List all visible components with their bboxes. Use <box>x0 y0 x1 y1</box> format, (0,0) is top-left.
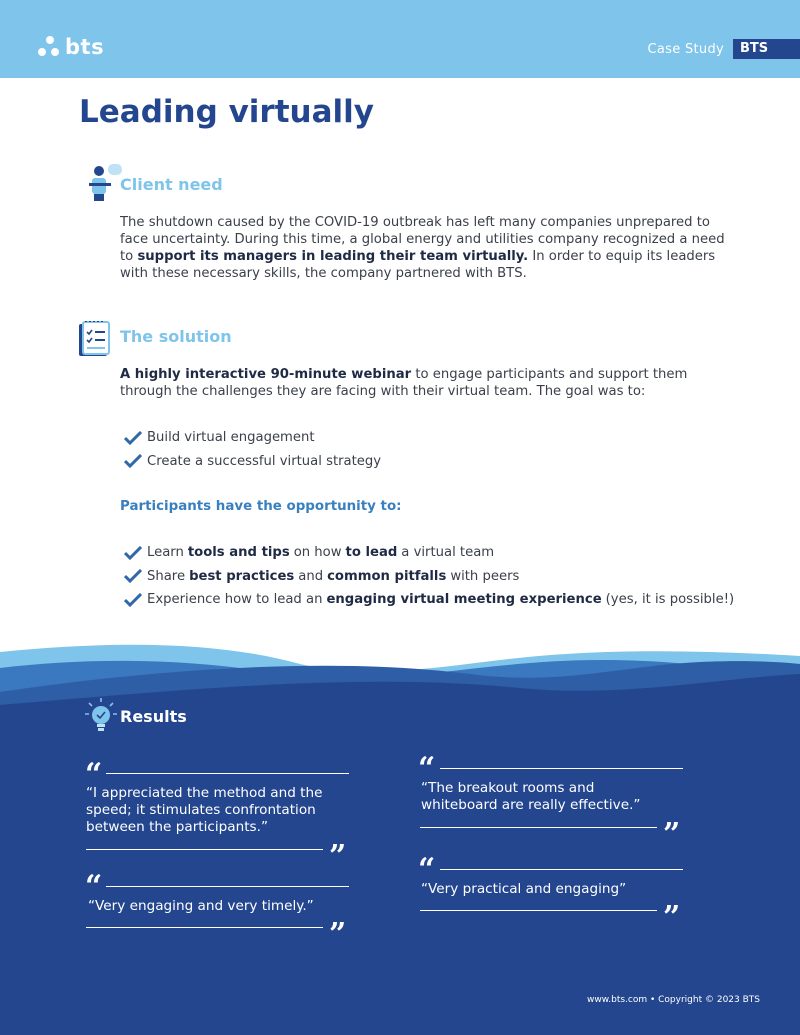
solution-heading: The solution <box>120 327 232 346</box>
close-quote-icon: ” <box>329 917 347 952</box>
quote-text: “I appreciated the method and the speed; it stimulates confrontation between the participants.” <box>86 785 323 835</box>
checklist-icon <box>78 320 114 358</box>
company-badge: BTS <box>733 39 800 59</box>
page-title: Leading virtually <box>79 94 374 130</box>
close-quote-icon: ” <box>329 839 347 874</box>
list-item: Create a successful virtual strategy <box>124 450 381 474</box>
results-heading: Results <box>120 707 187 726</box>
participants-heading: Participants have the opportunity to: <box>120 499 402 514</box>
quote-text: “The breakout rooms and whiteboard are really effective.” <box>421 780 641 813</box>
open-quote-icon: “ <box>85 757 103 792</box>
opportunities-list <box>124 541 734 612</box>
quote-text: “Very engaging and very timely.” <box>88 898 314 914</box>
list-item: Experience how to lead an engaging virtual meeting experience (yes, it is possible!) <box>124 588 734 612</box>
list-item: Learn tools and tips on how to lead a virtual team <box>124 541 734 565</box>
quote-divider <box>440 768 683 769</box>
bts-logo <box>38 36 104 58</box>
logo-dots-icon <box>38 36 62 58</box>
list-item: Build virtual engagement <box>124 426 381 450</box>
open-quote-icon: “ <box>418 751 436 786</box>
client-need-text: The shutdown caused by the COVID-19 outbreak has left many companies unprepared to face uncertainty. During this time, a global energy and utilities company recognized a need to support its managers in leading their team virtually. In order to equip its leaders with these necessary skills, the company partnered with BTS. <box>120 215 725 281</box>
checkmark-icon <box>124 546 142 560</box>
checkmark-icon <box>124 431 142 445</box>
checkmark-icon <box>124 569 142 583</box>
footer-copyright: www.bts.com • Copyright © 2023 BTS <box>586 995 760 1005</box>
open-quote-icon: “ <box>85 869 103 904</box>
case-study-label: Case Study <box>647 42 724 57</box>
quote-divider <box>420 910 657 911</box>
list-item: Share best practices and common pitfalls with peers <box>124 565 734 589</box>
quote-text: “Very practical and engaging” <box>421 881 627 897</box>
client-need-heading: Client need <box>120 175 223 194</box>
quote-divider <box>420 827 657 828</box>
lightbulb-icon <box>84 697 118 733</box>
open-quote-icon: “ <box>418 852 436 887</box>
logo-text: bts <box>65 35 105 59</box>
quote-divider <box>106 773 349 774</box>
checkmark-icon <box>124 454 142 468</box>
quote-divider <box>440 869 683 870</box>
quote-divider <box>106 886 349 887</box>
solution-text: A highly interactive 90-minute webinar to engage participants and support them through the challenges they are facing with their virtual team. The goal was to: <box>120 367 688 399</box>
quote-divider <box>86 927 323 928</box>
close-quote-icon: ” <box>663 900 681 935</box>
header-bar <box>0 0 800 78</box>
quote-divider <box>86 849 323 850</box>
close-quote-icon: ” <box>663 817 681 852</box>
checkmark-icon <box>124 593 142 607</box>
goals-list <box>124 426 381 473</box>
